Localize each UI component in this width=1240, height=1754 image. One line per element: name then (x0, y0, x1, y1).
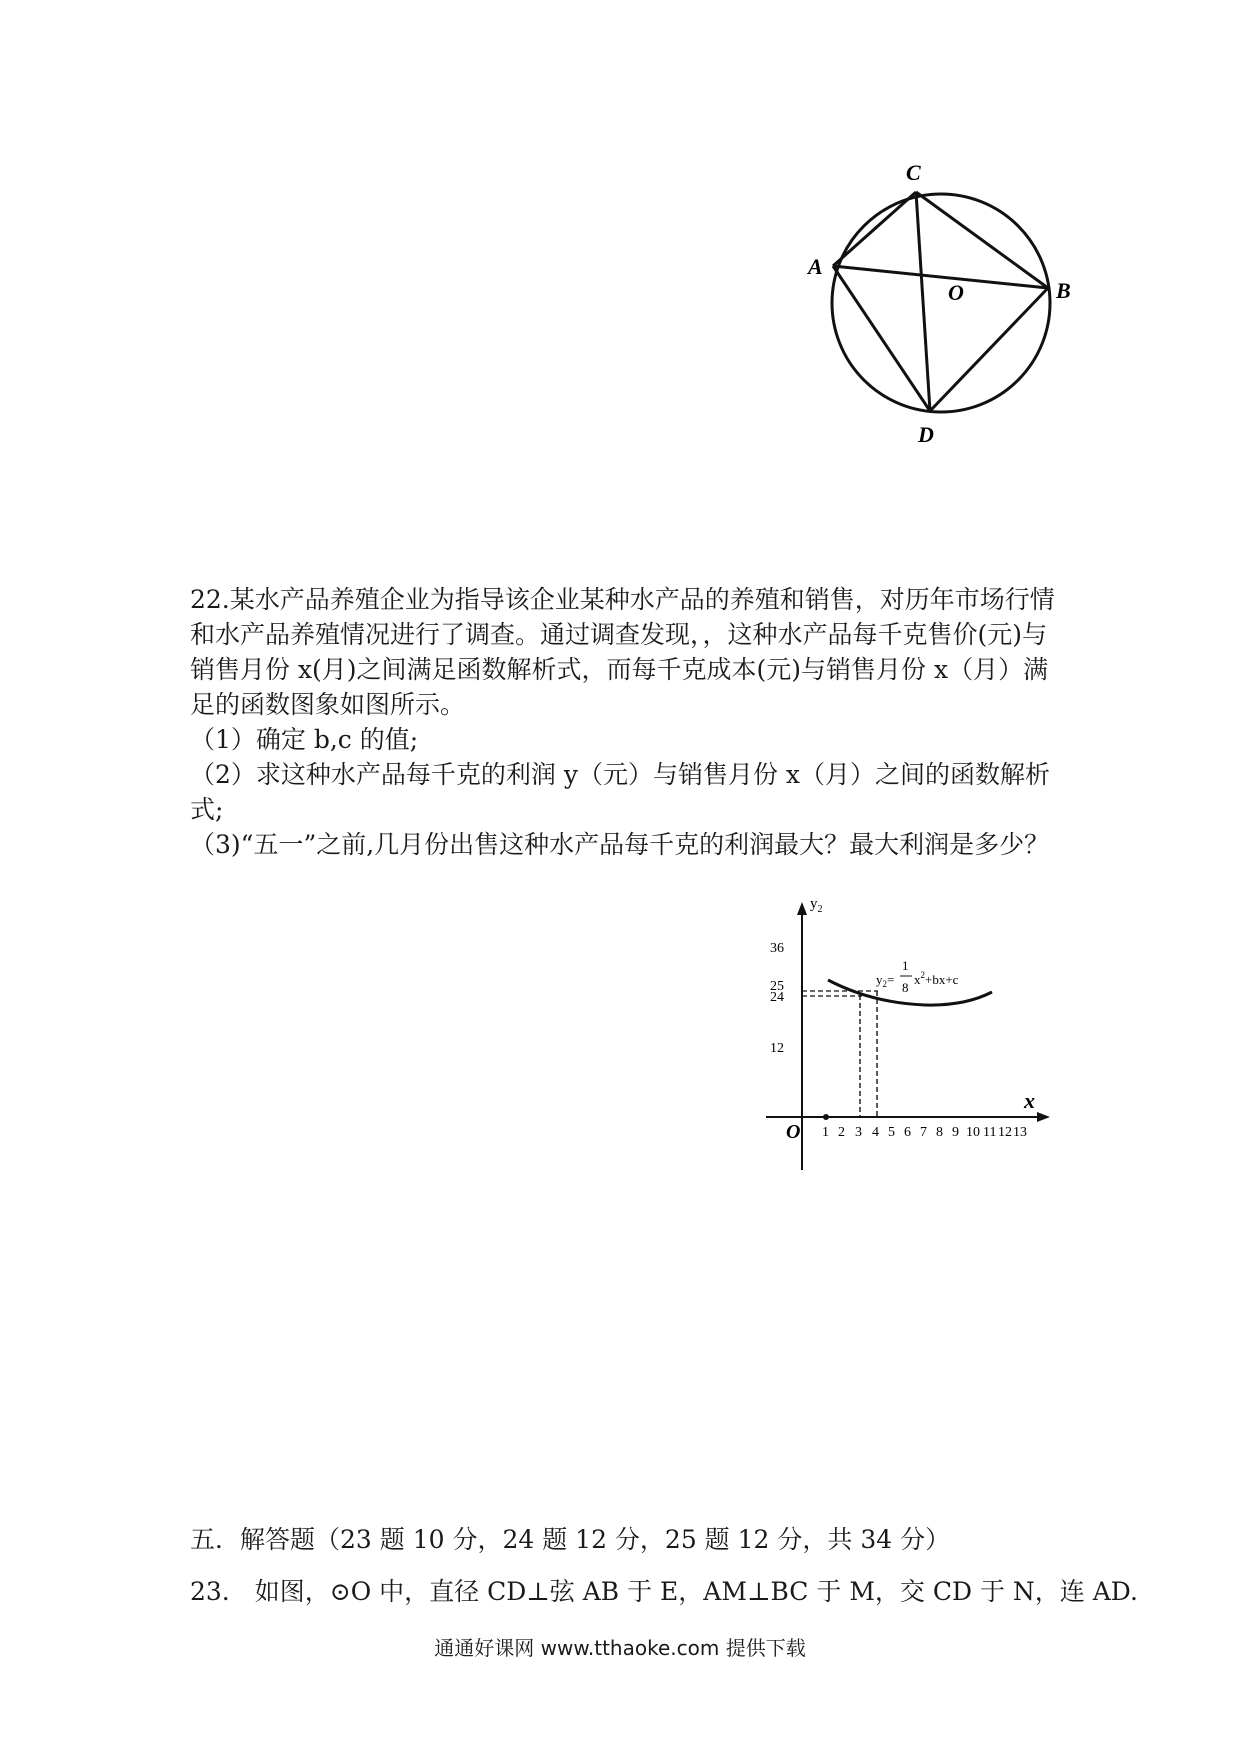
cost-graph-figure (760, 890, 1080, 1180)
circle-outline (832, 194, 1050, 412)
x-tick: 10 (966, 1125, 980, 1140)
label-c: C (906, 160, 921, 185)
x-tick: 13 (1013, 1125, 1027, 1140)
y-axis-label: $y_2$ (810, 896, 823, 915)
chord-bd (930, 288, 1048, 411)
problem-22 (190, 582, 1070, 862)
circle-figure (800, 160, 1100, 460)
section-5-heading: 五．解答题（23 题 10 分，24 题 12 分，25 题 12 分，共 34 分） (190, 1525, 951, 1554)
x-axis-label: x (1024, 1088, 1035, 1113)
formula-numerator: 1 (902, 958, 909, 973)
y-axis-arrow (797, 902, 807, 915)
page-footer: 通通好课网 www.tthaoke.com 提供下载 (434, 1636, 806, 1660)
problem-22-line: 足的函数图象如图所示。 (190, 690, 466, 719)
label-o: O (948, 280, 964, 305)
x-axis-arrow (1037, 1112, 1050, 1122)
y-tick-25: 25 (770, 979, 784, 994)
y-tick-24: 24 (770, 990, 784, 1005)
y-tick-36: 36 (770, 941, 784, 956)
label-b: B (1056, 278, 1071, 303)
diameter-ab (833, 266, 1048, 288)
x-tick: 12 (998, 1125, 1012, 1140)
x-tick: 2 (838, 1125, 845, 1140)
problem-22-part-1: （1）确定 b,c 的值; (190, 725, 419, 754)
label-a: A (808, 254, 823, 279)
x-tick: 6 (904, 1125, 911, 1140)
problem-22-part-3: （3)“五一”之前,几月份出售这种水产品每千克的利润最大？最大利润是多少？ (190, 830, 1050, 859)
origin-label: O (786, 1121, 801, 1143)
formula-rhs: $x^2+bx+c$ (914, 970, 959, 987)
x-tick: 7 (920, 1125, 927, 1140)
x-tick: 4 (872, 1125, 879, 1140)
formula-denominator: 8 (902, 980, 909, 995)
problem-22-line: 和水产品养殖情况进行了调查。通过调查发现，，这种水产品每千克售价(元)与 (190, 620, 1048, 649)
x-tick: 11 (983, 1125, 997, 1140)
x-tick: 9 (952, 1125, 959, 1140)
problem-22-part-2: （2）求这种水产品每千克的利润 y（元）与销售月份 x（月）之间的函数解析式; (190, 760, 1051, 824)
x-tick: 3 (855, 1125, 862, 1140)
parabola-curve (828, 980, 992, 1005)
x-tick: 1 (822, 1125, 829, 1140)
chord-ca (833, 192, 916, 266)
problem-22-line: 22.某水产品养殖企业为指导该企业某种水产品的养殖和销售，对历年市场行情 (190, 585, 1055, 614)
formula-lhs: $y_2=$ (876, 972, 895, 989)
problem-22-line: 销售月份 x(月)之间满足函数解析式，而每千克成本(元)与销售月份 x（月）满 (190, 655, 1049, 684)
problem-23: 23. 如图，⊙O 中，直径 CD⊥弦 AB 于 E，AM⊥BC 于 M，交 CD 于 N，连 AD. (190, 1577, 1138, 1606)
label-d: D (918, 422, 934, 447)
y-tick-12: 12 (770, 1041, 784, 1056)
chord-ad (833, 266, 930, 411)
x-tick: 5 (888, 1125, 895, 1140)
chord-cd (916, 192, 930, 411)
x-tick: 8 (936, 1125, 943, 1140)
point-x1 (823, 1114, 829, 1120)
